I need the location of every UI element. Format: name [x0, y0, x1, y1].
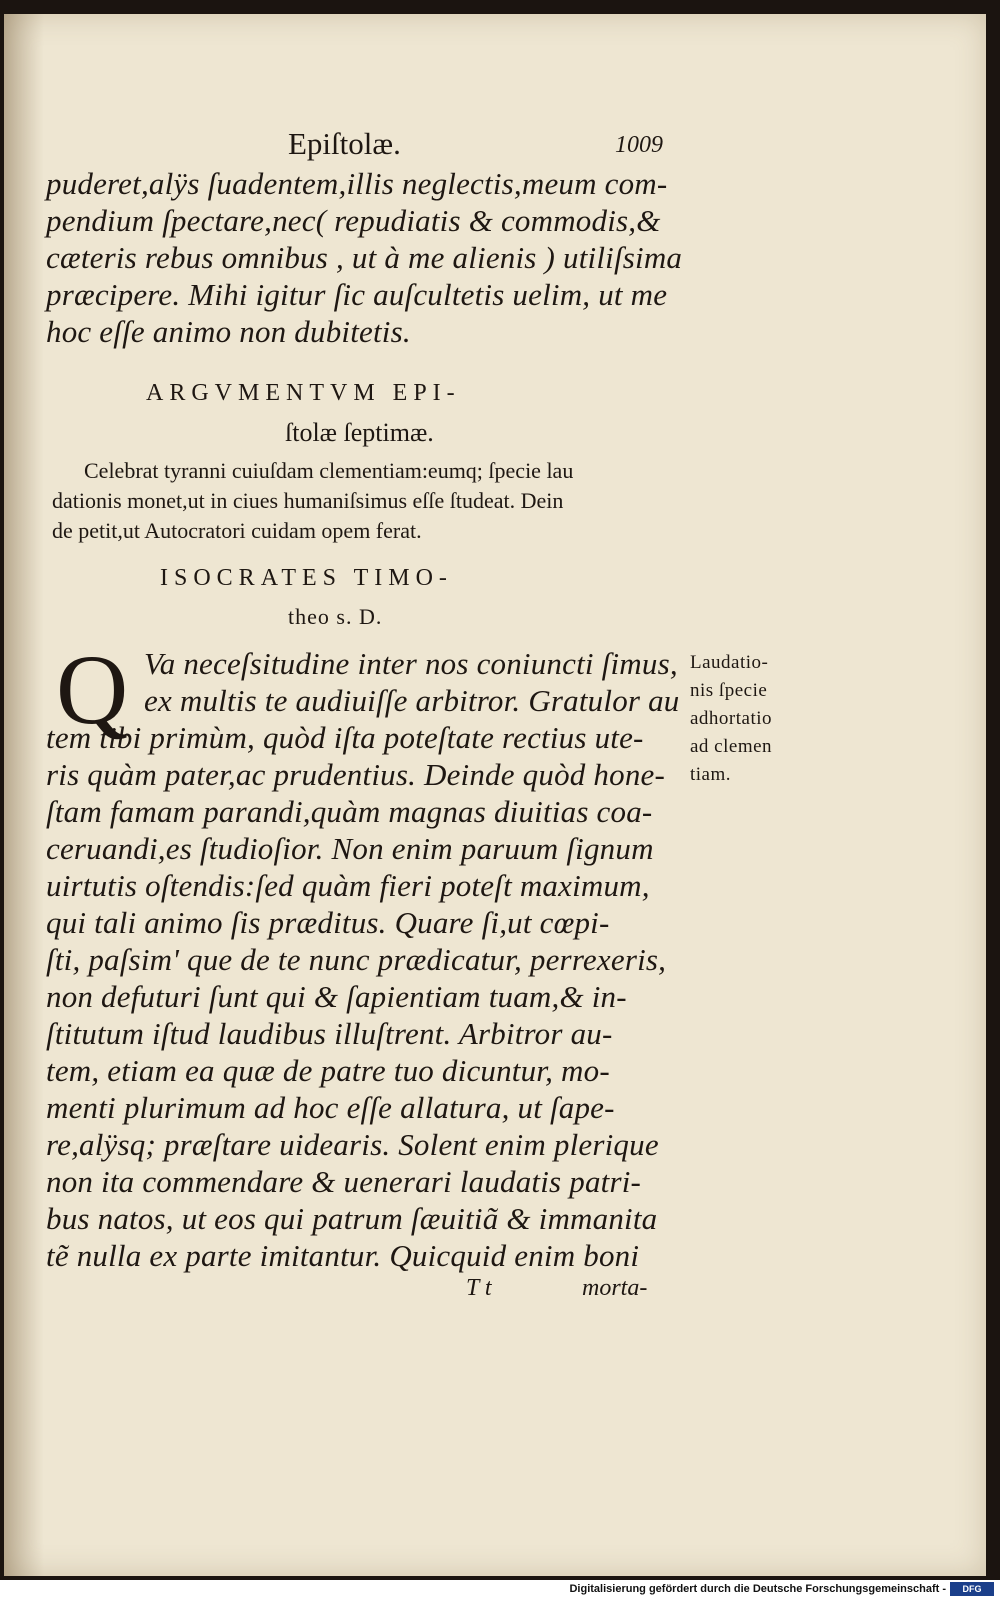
letter-line: ſtitutum iſtud laudibus illuſtrent. Arbitror au-	[46, 1016, 613, 1051]
running-head: Epiſtolæ.	[288, 126, 401, 161]
letter-line: uirtutis oſtendis:ſed quàm fieri poteſt maximum,	[46, 868, 650, 903]
letter-line: ſti, paſsim' que de te nunc prædicatur, perrexeris,	[46, 942, 667, 977]
text-line: præcipere. Mihi igitur ſic auſcultetis uelim, ut me	[46, 277, 668, 312]
letter-line: ceruandi,es ſtudioſior. Non enim paruum ſignum	[46, 831, 654, 866]
letter-line: Va neceſsitudine inter nos coniuncti ſimus,	[144, 646, 678, 681]
letter-line: tem tibi primùm, quòd iſta poteſtate rectius ute-	[46, 720, 644, 755]
letter-line: re,alÿsq; præſtare uidearis. Solent enim plerique	[46, 1127, 659, 1162]
margin-note-line: ad clemen	[690, 736, 773, 757]
folio-number: 1009	[615, 132, 663, 158]
drop-cap-initial: Q	[56, 634, 129, 745]
letter-line: qui tali animo ſis præditus. Quare ſi,ut cœpi-	[46, 905, 610, 940]
argument-title: ARGVMENTVM EPI-	[146, 380, 461, 406]
letter-line: ſtam famam parandi,quàm magnas diuitias coa-	[46, 794, 653, 829]
margin-note-line: nis ſpecie	[690, 680, 768, 701]
text-line: puderet,alÿs ſuadentem,illis neglectis,meum com-	[46, 166, 668, 201]
letter-salutation: theo s. D.	[288, 604, 383, 629]
letter-line: tem, etiam ea quæ de patre tuo dicuntur, mo-	[46, 1053, 610, 1088]
text-line: hoc eſſe animo non dubitetis.	[46, 314, 411, 349]
signature-mark: T t	[466, 1275, 492, 1301]
page-gutter-shadow	[4, 14, 44, 1576]
letter-line: non defuturi ſunt qui & ſapientiam tuam,& in-	[46, 979, 627, 1014]
margin-note-line: adhortatio	[690, 708, 773, 729]
margin-note-line: tiam.	[690, 764, 732, 785]
digitization-credit: Digitalisierung gefördert durch die Deutsche Forschungsgemeinschaft -	[569, 1583, 946, 1595]
dfg-logo: DFG	[950, 1582, 994, 1596]
text-line: cæteris rebus omnibus , ut à me alienis ) utiliſsima	[46, 240, 683, 275]
argument-title-continuation: ſtolæ ſeptimæ.	[285, 418, 434, 447]
letter-title: ISOCRATES TIMO-	[160, 565, 453, 591]
margin-note-line: Laudatio-	[690, 652, 769, 673]
letter-line: ris quàm pater,ac prudentius. Deinde quòd hone-	[46, 757, 666, 792]
argument-text-line: Celebrat tyranni cuiuſdam clementiam:eumq; ſpecie lau	[84, 458, 574, 483]
letter-line: non ita commendare & uenerari laudatis patri-	[46, 1164, 642, 1199]
argument-text-line: de petit,ut Autocratori cuidam opem ferat.	[52, 518, 422, 543]
text-line: pendium ſpectare,nec( repudiatis & commodis,&	[46, 203, 661, 238]
letter-line: menti plurimum ad hoc eſſe allatura, ut ſape-	[46, 1090, 615, 1125]
catchword: morta-	[582, 1275, 648, 1301]
letter-line: bus natos, ut eos qui patrum ſæuitiã & immanita	[46, 1201, 658, 1236]
letter-line: tẽ nulla ex parte imitantur. Quicquid enim boni	[46, 1238, 640, 1273]
argument-text-line: dationis monet,ut in ciues humaniſsimus eſſe ſtudeat. Dein	[52, 488, 564, 513]
letter-line: ex multis te audiuiſſe arbitror. Gratulor au	[144, 683, 680, 718]
